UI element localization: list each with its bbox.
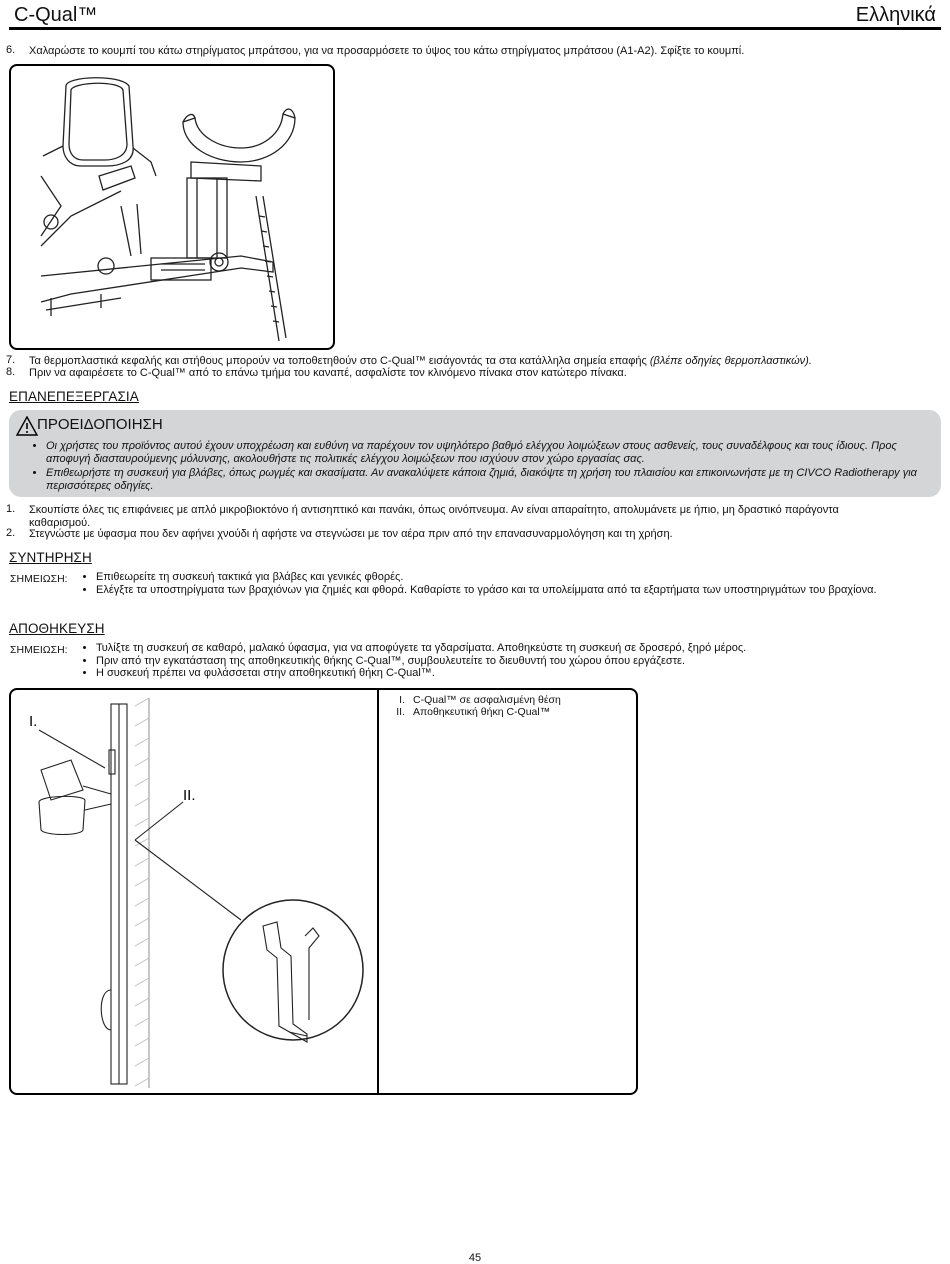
note-label: ΣΗΜΕΙΩΣΗ:: [10, 573, 68, 585]
step-text-main: Τα θερμοπλαστικά κεφαλής και στήθους μπορούν να τοποθετηθούν στο C-Qual™ εισάγοντάς τα στα κατάλληλα σημεία επαφής: [29, 355, 647, 367]
warning-item: • Οι χρήστες του προϊόντος αυτού έχουν υποχρέωση και ευθύνη να παρέχουν τον υψηλότερο βαθμό ελέγχου λοιμώξεων στους ασθενείς, τους συναδέλφους και τους ίδιους. Προς αποφυγή διασταυρούμενης μόλυνσης, ακολουθήστε τις πολιτικές ελέγχου λοιμώξεων που ισχύουν στον χώρο εργασίας σας.: [46, 440, 933, 466]
legend-text: C-Qual™ σε ασφαλισμένη θέση: [413, 694, 561, 706]
maintenance-item: • Ελέγξτε τα υποστηρίγματα των βραχιόνων για ζημιές και φθορά. Καθαρίστε το γράσο και τα υπολείμματα από τα εξαρτήματα των υποστηριγμάτων του βραχίονα.: [96, 584, 880, 597]
warning-triangle-icon: [16, 416, 38, 436]
step-text: Χαλαρώστε το κουμπί του κάτω στηρίγματος μπράτσου, για να προσαρμόσετε το ύψος του κάτω στηρίγματος μπράτσου (A1-A2). Σφίξτε το κουμπί.: [29, 45, 745, 57]
step-text-reference: (βλέπε οδηγίες θερμοπλαστικών).: [646, 355, 812, 367]
warning-title: ΠΡΟΕΙΔΟΠΟΙΗΣΗ: [37, 416, 163, 433]
storage-item: • Η συσκευή πρέπει να φυλάσσεται στην αποθηκευτική θήκη C-Qual™.: [96, 667, 880, 680]
reprocessing-heading: ΕΠΑΝΕΠΕΞΕΡΓΑΣΙΑ: [9, 389, 139, 404]
figure-legend: [387, 694, 561, 718]
legend-num: I.: [399, 694, 405, 706]
step-text: Πριν να αφαιρέσετε το C-Qual™ από το επάνω τμήμα του καναπέ, ασφαλίστε τον κλινόμενο πίνακα στον κατώτερο πίνακα.: [29, 367, 627, 379]
step-text: Σκουπίστε όλες τις επιφάνειες με απλό μικροβιοκτόνο ή αντισηπτικό και πανάκι, όπως οινόπνευμα. Αν είναι απαραίτητο, απολυμάνετε με ήπιο, μη δραστικό παράγοντα καθαρισμού.: [29, 504, 839, 529]
step-number: 6.: [6, 44, 16, 56]
step-number: 7.: [6, 354, 16, 366]
language-label: Ελληνικά: [855, 4, 936, 26]
arm-support-illustration: [11, 66, 333, 348]
step-number: 2.: [6, 527, 16, 539]
warning-item: • Επιθεωρήστε τη συσκευή για βλάβες, όπως ρωγμές και σκασίματα. Αν ανακαλύψετε κάποια ζημιά, διακόψτε τη χρήση του πλαισίου και επικοινωνήστε με τη CIVCO Radiotherapy για περισσότερες οδηγίες.: [46, 467, 933, 493]
page-number: 45: [468, 1252, 482, 1264]
callout-label-ii: II.: [183, 787, 196, 804]
header-rule: [9, 27, 941, 30]
step-number: 8.: [6, 366, 16, 378]
warning-list: [9, 440, 941, 494]
legend-item: [387, 706, 561, 718]
product-name: C-Qual™: [14, 4, 98, 26]
storage-illustration: [11, 690, 377, 1093]
maintenance-item: • Επιθεωρείτε τη συσκευή τακτικά για βλάβες και γενικές φθορές.: [96, 571, 880, 584]
maintenance-heading: ΣΥΝΤΗΡΗΣΗ: [9, 550, 92, 565]
legend-text: Αποθηκευτική θήκη C-Qual™: [413, 706, 551, 718]
legend-num: II.: [396, 706, 405, 718]
storage-item: • Πριν από την εγκατάσταση της αποθηκευτικής θήκης C-Qual™, συμβουλευτείτε το διευθυντή του χώρου όπου εργάζεστε.: [96, 655, 880, 668]
storage-list: [80, 642, 880, 680]
note-label: ΣΗΜΕΙΩΣΗ:: [10, 644, 68, 656]
step-number: 1.: [6, 503, 16, 515]
storage-figure: [9, 688, 638, 1095]
warning-box: [9, 410, 941, 497]
arm-support-figure: [9, 64, 335, 350]
legend-item: [387, 694, 561, 706]
step-text: Στεγνώστε με ύφασμα που δεν αφήνει χνούδι ή αφήστε να στεγνώσει με τον αέρα πριν από την επανασυναρμολόγηση και τη χρήση.: [29, 528, 673, 540]
figure-divider: [377, 690, 379, 1093]
callout-label-i: I.: [29, 713, 38, 730]
storage-heading: ΑΠΟΘΗΚΕΥΣΗ: [9, 621, 105, 636]
maintenance-list: [80, 571, 880, 596]
storage-item: • Τυλίξτε τη συσκευή σε καθαρό, μαλακό ύφασμα, για να αποφύγετε τα γδαρσίματα. Αποθηκεύστε τη συσκευή σε δροσερό, ξηρό μέρος.: [96, 642, 880, 655]
